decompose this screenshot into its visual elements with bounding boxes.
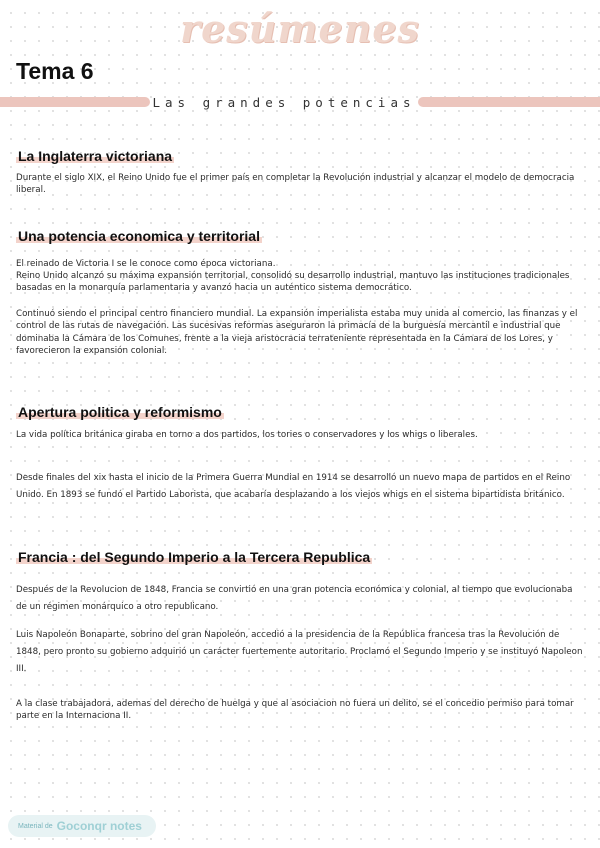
section-heading-inglaterra: La Inglaterra victoriana xyxy=(18,148,173,164)
section-paragraph: Durante el siglo XIX, el Reino Unido fue el primer país en completar la Revolución industrial y alcanzar el modelo de democracia liberal. xyxy=(16,173,575,196)
section-heading-francia: Francia : del Segundo Imperio a la Tercera Republica xyxy=(18,549,371,565)
page-title: Tema 6 xyxy=(16,58,94,84)
title-band-right xyxy=(418,97,600,107)
section-paragraph: Desde finales del xix hasta el inicio de la Primera Guerra Mundial en 1914 se desarrolló un nuevo mapa de partidos en el Reino Unido. En 1893 se fundó el Partido Laborista, que acabaría desplazando a los viejos whigs en el sistema bipartidista británico. xyxy=(16,473,571,500)
title-band-left xyxy=(0,97,150,107)
footer-brand-badge xyxy=(8,815,156,837)
section-paragraph: Después de la Revolucion de 1848, Francia se convirtió en una gran potencia económica y colonial, al tiempo que evolucionaba de un régimen monárquico a otro republicano. xyxy=(16,585,573,612)
section-paragraph: A la clase trabajadora, ademas del derecho de huelga y que al asociacion no fuera un delito, se el concedio permiso para tomar parte en la Internaciona II. xyxy=(16,699,574,722)
decorative-title: resúmenes xyxy=(180,6,420,51)
page-subtitle: Las grandes potencias xyxy=(152,95,416,110)
footer-brand-logo: Goconqr notes xyxy=(56,819,142,833)
section-paragraph: Continuó siendo el principal centro financiero mundial. La expansión imperialista estaba muy unida al comercio, las finanzas y el control de las rutas de navegación. Las sucesivas reformas aseguraron la primacía de la burguesía mercantil e industrial que dominaba la Cámara de los Comunes, frente a la vieja aristocracia terrateniente representada en la Cámara de los Lores, y favorecieron la expansión colonial. xyxy=(16,309,578,357)
section-heading-apertura: Apertura politica y reformismo xyxy=(18,404,222,420)
section-paragraph: La vida política británica giraba en torno a dos partidos, los tories o conservadores y los whigs o liberales. xyxy=(16,430,478,440)
section-paragraph: Luis Napoleón Bonaparte, sobrino del gran Napoleón, accedió a la presidencia de la República francesa tras la Revolución de 1848, pero pronto su gobierno adquirió un carácter fuertemente autoritario. Proclamó el Segundo Imperio y se instituyó Napoleon III. xyxy=(16,630,583,674)
section-heading-potencia: Una potencia economica y territorial xyxy=(18,228,260,244)
section-paragraph: El reinado de Victoria I se le conoce como época victoriana. xyxy=(16,259,276,269)
footer-small-text: Material de xyxy=(18,822,53,830)
section-paragraph: Reino Unido alcanzó su máxima expansión territorial, consolidó su desarrollo industrial, mantuvo las instituciones tradicionales basadas en la monarquía parlamentaria y avanzó hacia un auténtico sistema democrático. xyxy=(16,271,570,294)
